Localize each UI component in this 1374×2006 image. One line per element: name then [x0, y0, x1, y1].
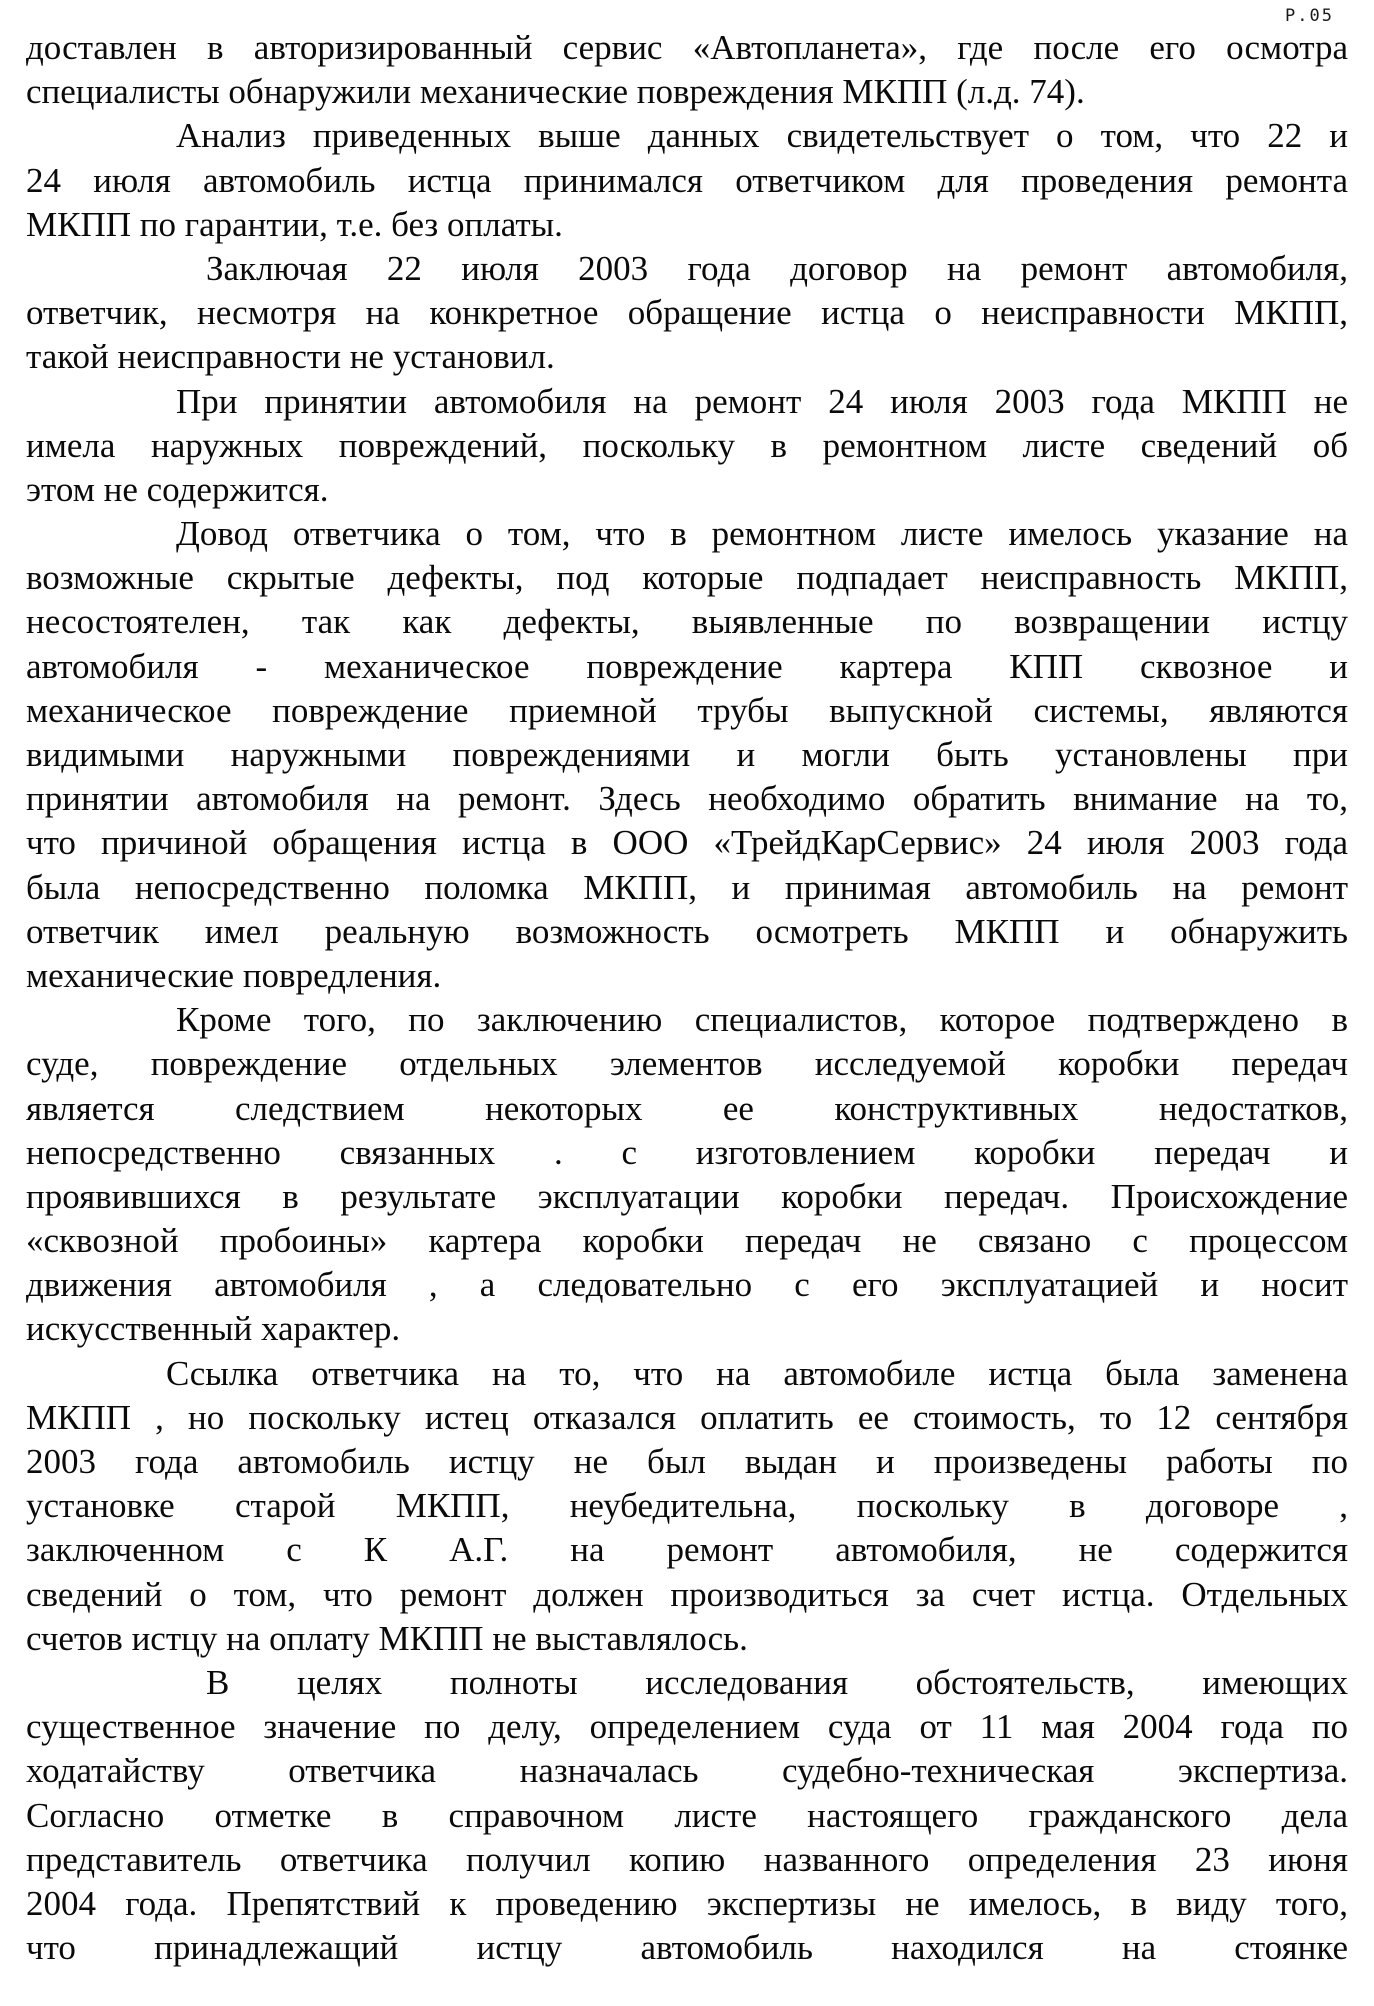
text-line: Анализ приведенных выше данных свидетельствует о том, что 22 и	[176, 116, 1348, 156]
text-line: 2004 года. Препятствий к проведению экспертизы не имелось, в виду того,	[26, 1883, 1348, 1923]
text-line: 24 июля автомобиль истца принимался ответчиком для проведения ремонта	[26, 160, 1348, 200]
text-line: ответчик, несмотря на конкретное обращение истца о неисправности МКПП,	[26, 293, 1348, 333]
text-line: сведений о том, что ремонт должен производиться за счет истца. Отдельных	[26, 1574, 1348, 1614]
page-number: P.05	[1285, 6, 1334, 26]
text-line: автомобиля - механическое повреждение картера КПП сквозное и	[26, 646, 1348, 686]
text-line: Заключая 22 июля 2003 года договор на ремонт автомобиля,	[206, 248, 1348, 288]
text-line: принятии автомобиля на ремонт. Здесь необходимо обратить внимание на то,	[26, 779, 1348, 819]
text-line: Согласно отметке в справочном листе настоящего гражданского дела	[26, 1795, 1348, 1835]
text-line: ходатайству ответчика назначалась судебно-техническая экспертиза.	[26, 1751, 1348, 1791]
text-line: представитель ответчика получил копию названного определения 23 июня	[26, 1839, 1348, 1879]
text-line: При принятии автомобиля на ремонт 24 июля 2003 года МКПП не	[176, 381, 1348, 421]
text-line: является следствием некоторых ее конструктивных недостатков,	[26, 1088, 1348, 1128]
text-line: механическое повреждение приемной трубы выпускной системы, являются	[26, 690, 1348, 730]
text-line: проявившихся в результате эксплуатации коробки передач. Происхождение	[26, 1176, 1348, 1216]
text-line: специалисты обнаружили механические повреждения МКПП (л.д. 74).	[26, 72, 1085, 112]
text-line: Довод ответчика о том, что в ремонтном листе имелось указание на	[176, 514, 1348, 554]
text-line: что причиной обращения истца в ООО «ТрейдКарСервис» 24 июля 2003 года	[26, 823, 1348, 863]
text-line: МКПП , но поскольку истец отказался оплатить ее стоимость, то 12 сентября	[26, 1397, 1348, 1437]
text-line: заключенном с К А.Г. на ремонт автомобиля, не содержится	[26, 1530, 1348, 1570]
text-line: ответчик имел реальную возможность осмотреть МКПП и обнаружить	[26, 911, 1348, 951]
text-line: доставлен в авторизированный сервис «Автопланета», где после его осмотра	[26, 28, 1348, 67]
text-line: механические повредления.	[26, 955, 442, 995]
text-line: возможные скрытые дефекты, под которые подпадает неисправность МКПП,	[26, 558, 1348, 598]
text-line: Ссылка ответчика на то, что на автомобиле истца была заменена	[166, 1353, 1348, 1393]
text-line: МКПП по гарантии, т.е. без оплаты.	[26, 204, 563, 244]
text-line: Кроме того, по заключению специалистов, которое подтверждено в	[176, 1000, 1348, 1040]
text-line: что принадлежащий истцу автомобиль находился на стоянке	[26, 1928, 1348, 1968]
text-line: несостоятелен, так как дефекты, выявленные по возвращении истцу	[26, 602, 1348, 642]
text-line: «сквозной пробоины» картера коробки передач не связано с процессом	[26, 1221, 1348, 1261]
text-line: В целях полноты исследования обстоятельств, имеющих	[206, 1662, 1348, 1702]
text-line: видимыми наружными повреждениями и могли быть установлены при	[26, 735, 1348, 774]
text-line: непосредственно связанных . с изготовлением коробки передач и	[26, 1132, 1348, 1172]
text-line: имела наружных повреждений, поскольку в ремонтном листе сведений об	[26, 425, 1348, 465]
text-line: существенное значение по делу, определением суда от 11 мая 2004 года по	[26, 1707, 1348, 1747]
text-line: движения автомобиля , а следовательно с его эксплуатацией и носит	[26, 1265, 1348, 1305]
text-line: была непосредственно поломка МКПП, и принимая автомобиль на ремонт	[26, 867, 1348, 907]
text-line: суде, повреждение отдельных элементов исследуемой коробки передач	[26, 1044, 1348, 1084]
text-line: такой неисправности не установил.	[26, 337, 555, 377]
text-line: этом не содержится.	[26, 469, 329, 509]
text-line: 2003 года автомобиль истцу не был выдан и произведены работы по	[26, 1442, 1348, 1481]
document-body	[26, 26, 1348, 1970]
text-line: установке старой МКПП, неубедительна, поскольку в договоре ,	[26, 1486, 1348, 1526]
text-line: счетов истцу на оплату МКПП не выставлялось.	[26, 1618, 748, 1658]
text-line: искусственный характер.	[26, 1309, 401, 1349]
